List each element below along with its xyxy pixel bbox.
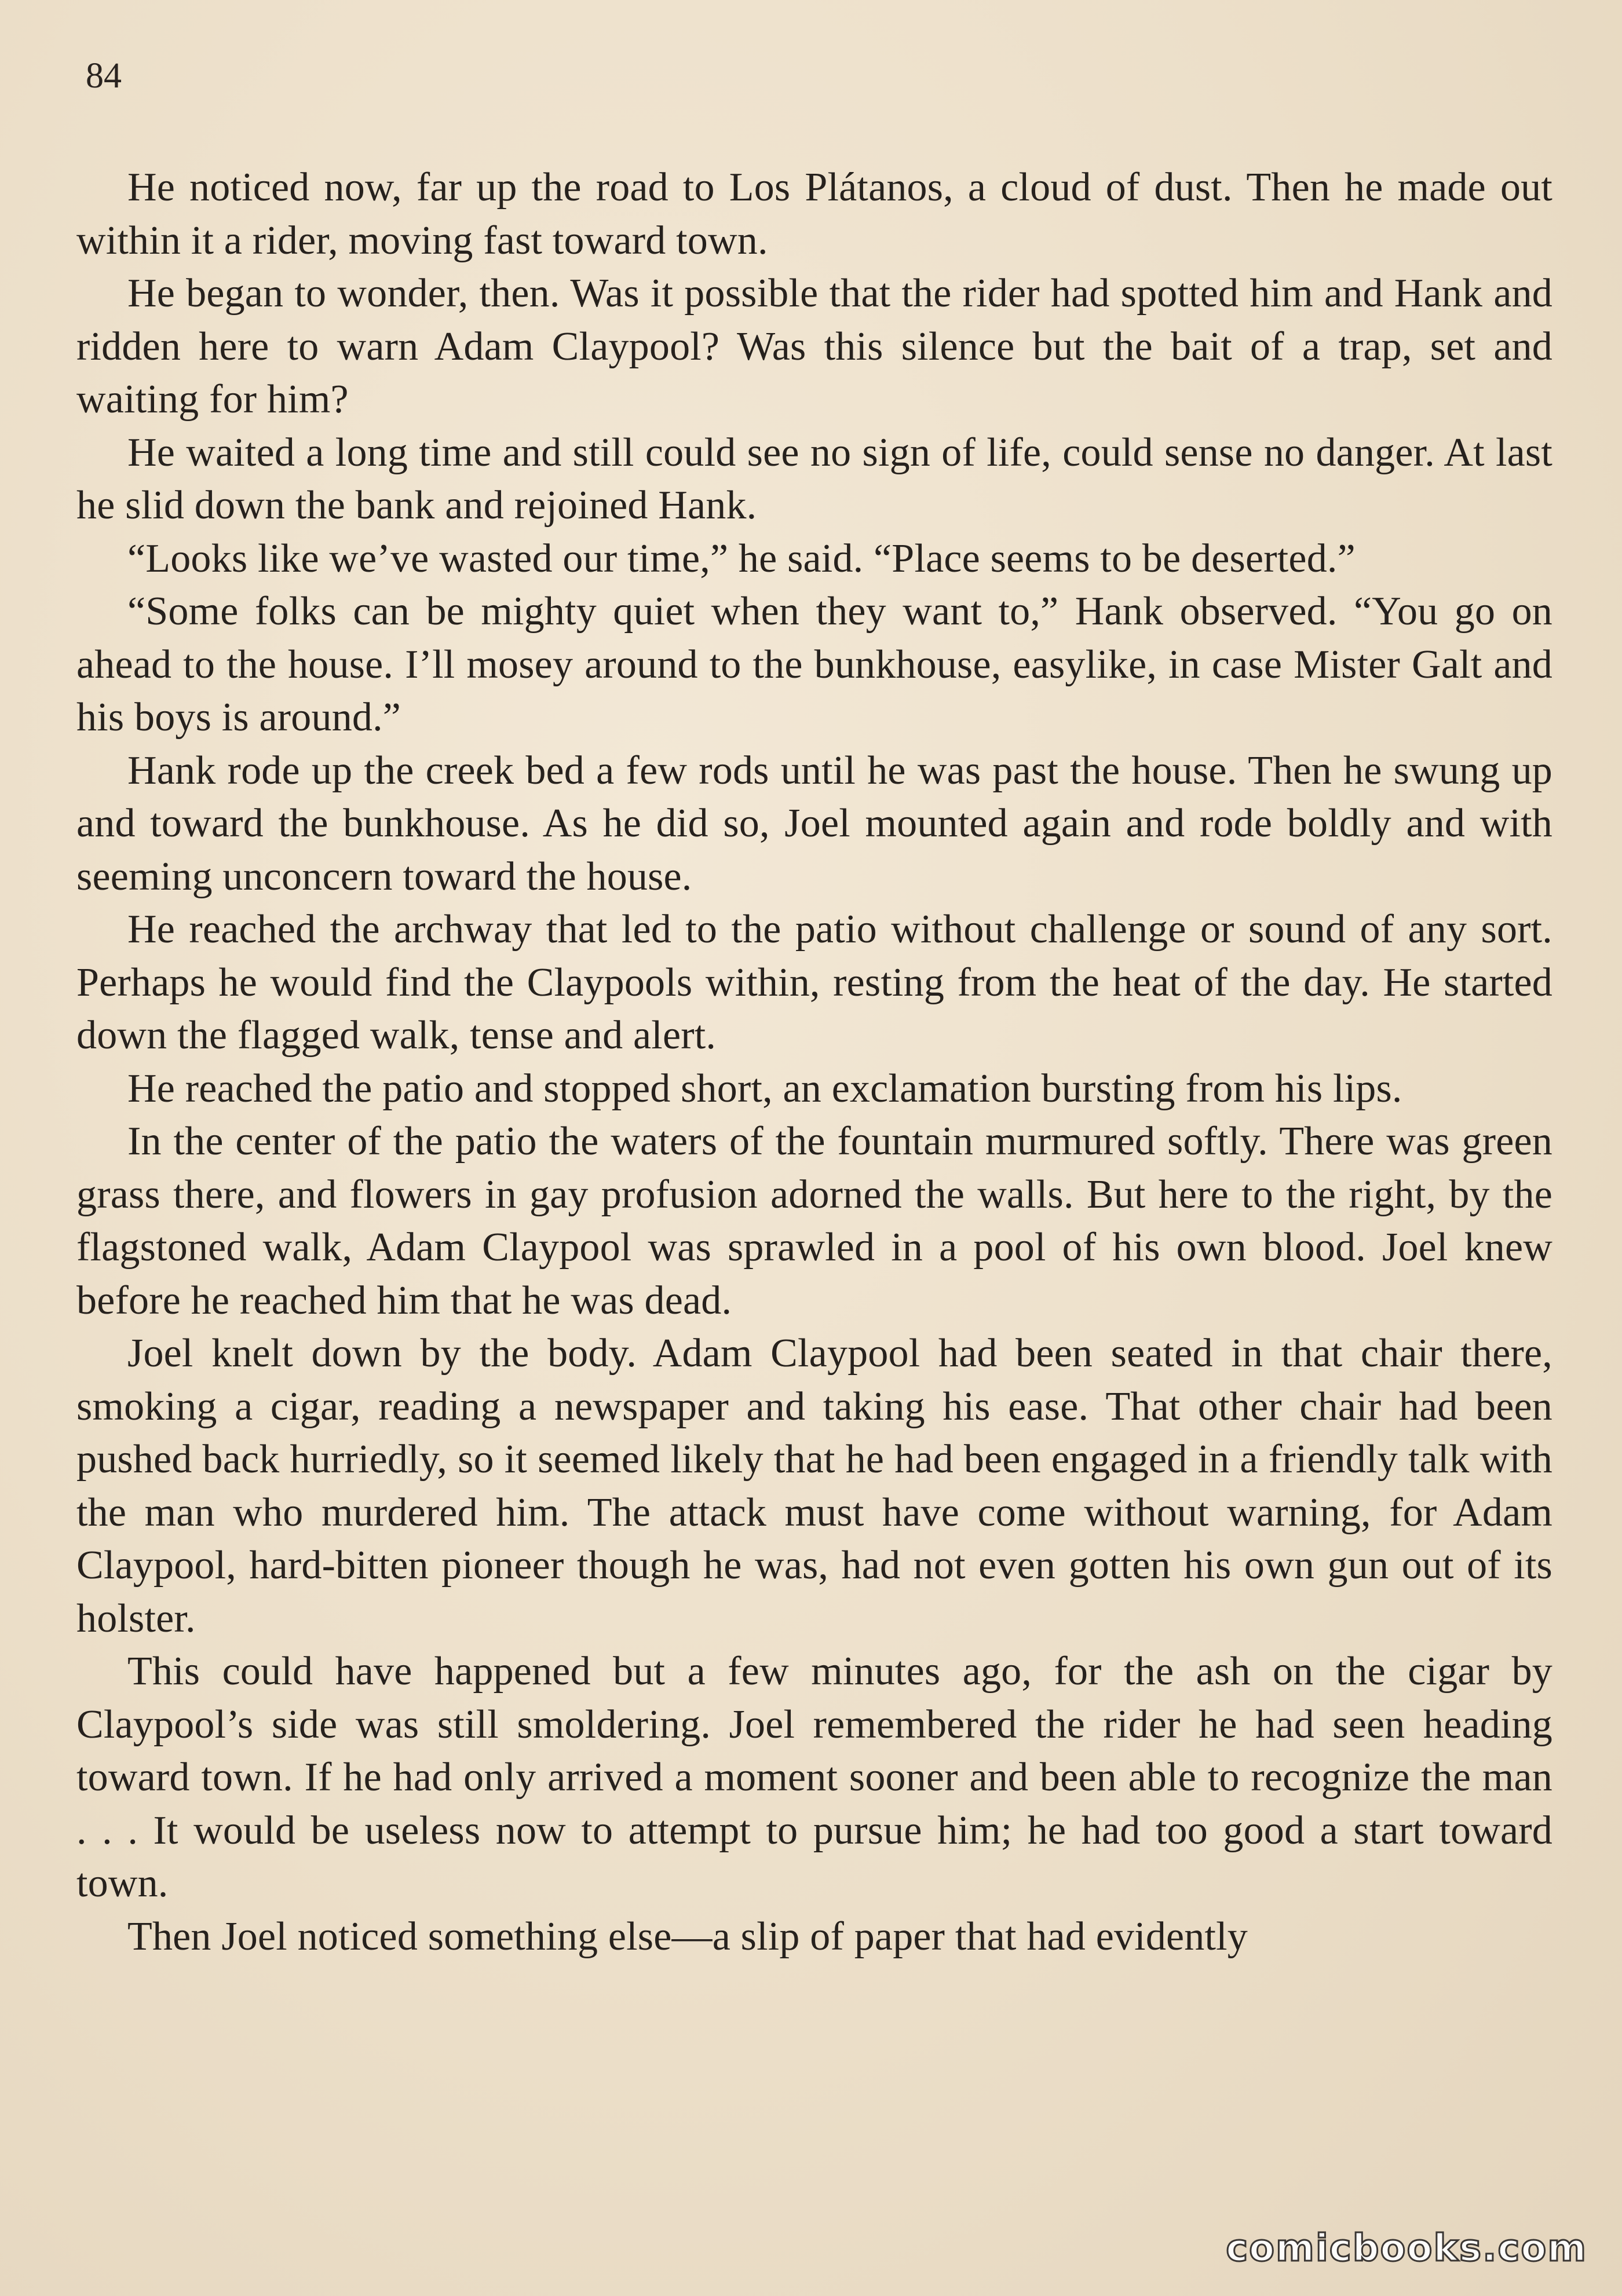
watermark: comicbooks.com: [1226, 2227, 1587, 2270]
paragraph: He began to wonder, then. Was it possible that the rider had spotted him and Hank and ridden here to warn Adam Claypool? Was this silence but the bait of a trap, set and waiting for him?: [76, 271, 1552, 422]
paragraph: Then Joel noticed something else—a slip of paper that had evidently: [127, 1914, 1248, 1959]
paragraph: In the center of the patio the waters of the fountain murmured softly. There was green grass there, and flowers in gay profusion adorned the walls. But here to the right, by the flagstoned walk, Adam Claypool was sprawled in a pool of his own blood. Joel knew before he reached him that he was dead.: [76, 1119, 1552, 1323]
paragraph: He reached the archway that led to the patio without challenge or sound of any sort. Perhaps he would find the Claypools within, resting from the heat of the day. He started down the flagged walk, tense and alert.: [76, 907, 1552, 1058]
page-number: 84: [86, 56, 122, 96]
paragraph: He reached the patio and stopped short, an exclamation bursting from his lips.: [127, 1066, 1402, 1111]
paragraph: This could have happened but a few minutes ago, for the ash on the cigar by Claypool’s side was still smoldering. Joel remembered the rider he had seen heading toward town. If he had only arrived a moment sooner and been able to recognize the man . . . It would be useless now to attempt to pursue him; he had too good a start toward town.: [76, 1649, 1552, 1906]
paragraph: Hank rode up the creek bed a few rods until he was past the house. Then he swung up and toward the bunkhouse. As he did so, Joel mounted again and rode boldly and with seeming unconcern toward the house.: [76, 748, 1552, 899]
paragraph: He waited a long time and still could see no sign of life, could sense no danger. At last he slid down the bank and rejoined Hank.: [76, 430, 1552, 528]
paragraph: He noticed now, far up the road to Los Plátanos, a cloud of dust. Then he made out within it a rider, moving fast toward town.: [76, 165, 1552, 263]
paragraph: Joel knelt down by the body. Adam Claypool had been seated in that chair there, smoking a cigar, reading a newspaper and taking his ease. That other chair had been pushed back hurriedly, so it seemed likely that he had been engaged in a friendly talk with the man who murdered him. The attack must have come without warning, for Adam Claypool, hard-bitten pioneer though he was, had not even gotten his own gun out of its holster.: [76, 1331, 1552, 1641]
paragraph: “Some folks can be mighty quiet when they want to,” Hank observed. “You go on ahead to the house. I’ll mosey around to the bunkhouse, easylike, in case Mister Galt and his boys is around.”: [76, 589, 1552, 740]
body-text: [76, 161, 1552, 1963]
paragraph: “Looks like we’ve wasted our time,” he said. “Place seems to be deserted.”: [127, 536, 1356, 581]
